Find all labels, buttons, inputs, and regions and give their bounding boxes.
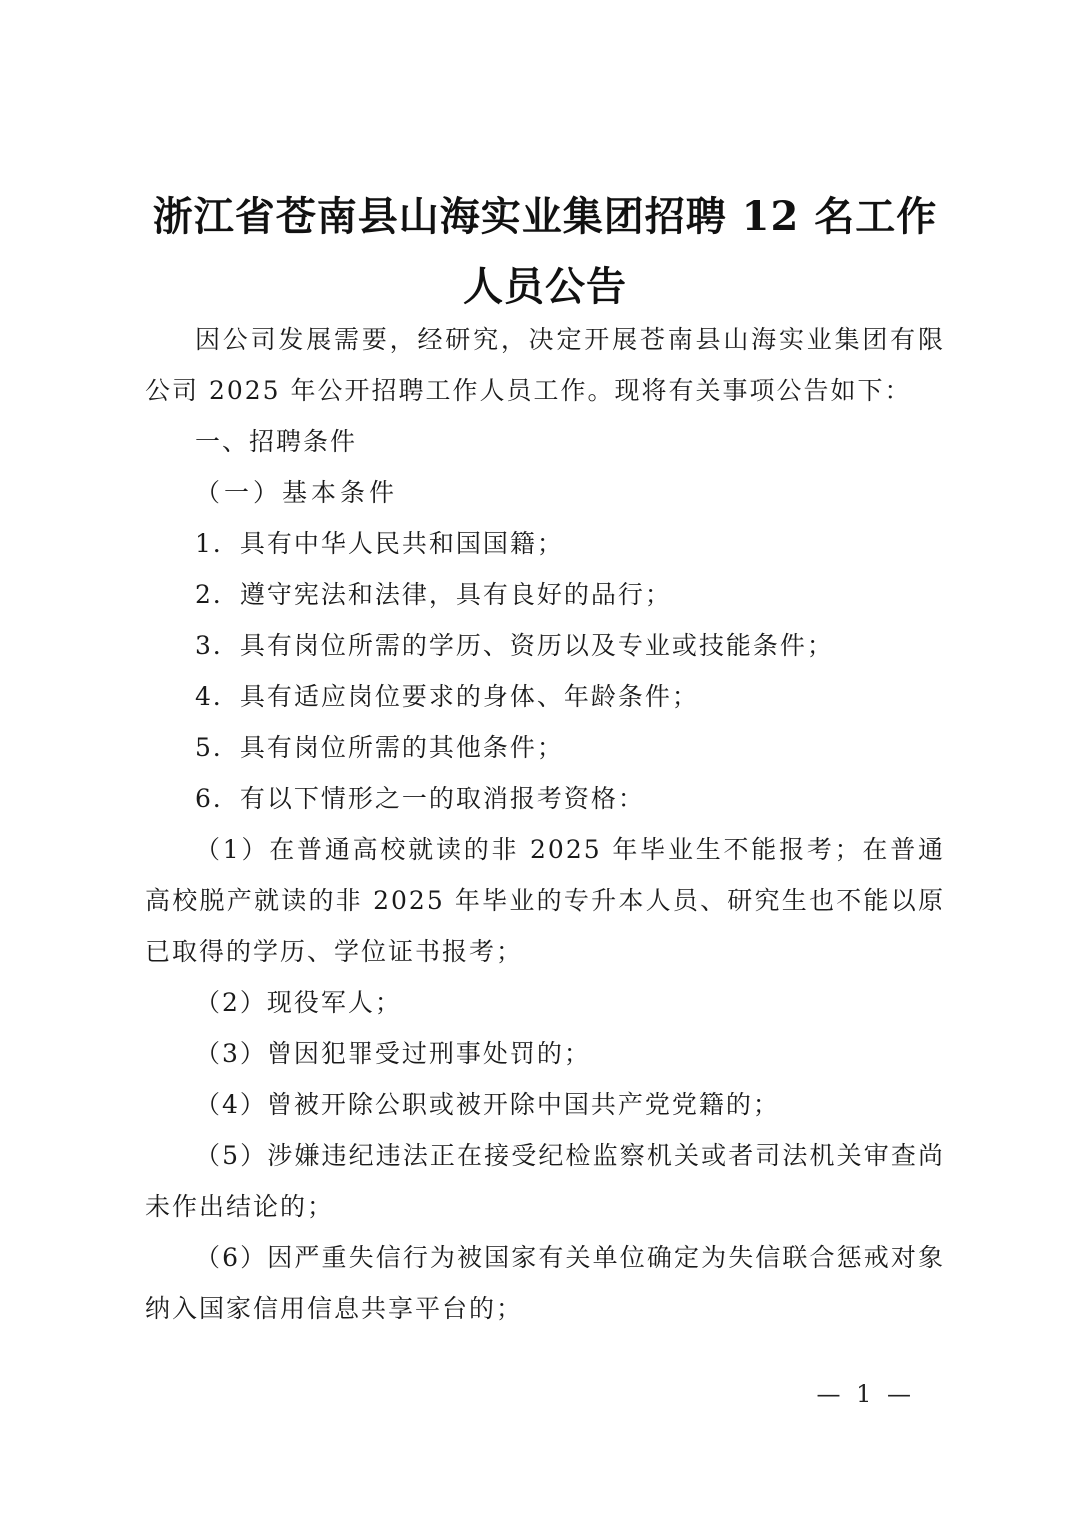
disqualification-item: （4）曾被开除公职或被开除中国共产党党籍的； [195, 1090, 780, 1119]
condition-item: 3．具有岗位所需的学历、资历以及专业或技能条件； [195, 631, 834, 660]
disqualification-item: （3）曾因犯罪受过刑事处罚的； [195, 1039, 591, 1068]
disqualification-item: （5）涉嫌违纪违法正在接受纪检监察机关或者司法机关审查尚未作出结论的； [145, 1141, 945, 1221]
disqualification-item: （2）现役军人； [195, 988, 402, 1017]
document-title: 浙江省苍南县山海实业集团招聘 12 名工作人员公告 [152, 193, 938, 310]
condition-item: 2．遵守宪法和法律，具有良好的品行； [195, 580, 672, 609]
condition-item: 5．具有岗位所需的其他条件； [195, 733, 564, 762]
condition-item: 4．具有适应岗位要求的身体、年龄条件； [195, 682, 699, 711]
page-number: — 1 — [816, 1380, 915, 1408]
condition-item: 1．具有中华人民共和国国籍； [195, 529, 564, 558]
section-heading-recruitment-conditions: 一、招聘条件 [195, 427, 358, 456]
intro-paragraph: 因公司发展需要，经研究，决定开展苍南县山海实业集团有限公司 2025 年公开招聘工作人员工作。现将有关事项公告如下： [145, 325, 945, 405]
disqualification-item: （6）因严重失信行为被国家有关单位确定为失信联合惩戒对象纳入国家信用信息共享平台的； [145, 1243, 945, 1323]
document-body [145, 314, 945, 1334]
subsection-heading-basic-conditions: （一）基本条件 [195, 478, 399, 507]
condition-item: 6．有以下情形之一的取消报考资格： [195, 784, 645, 813]
disqualification-item: （1）在普通高校就读的非 2025 年毕业生不能报考；在普通高校脱产就读的非 2025 年毕业的专升本人员、研究生也不能以原已取得的学历、学位证书报考； [145, 835, 945, 966]
